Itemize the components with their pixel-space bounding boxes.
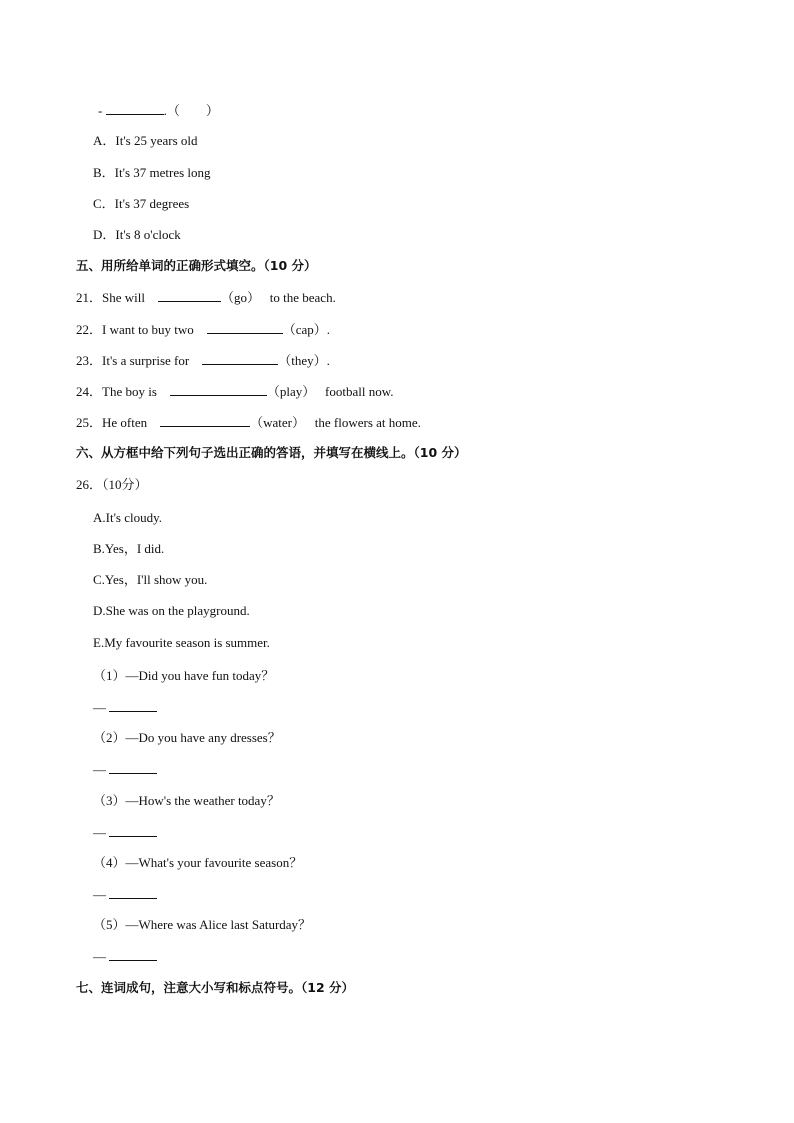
fill-question-22 xyxy=(76,321,330,338)
answer-blank[interactable] xyxy=(109,948,157,961)
dash: — xyxy=(93,825,106,840)
question-number: 24． xyxy=(76,384,103,399)
question-number: 22． xyxy=(76,322,103,337)
choice-d: D.She was on the playground. xyxy=(93,603,250,618)
dialog-answer-3 xyxy=(93,824,157,841)
dialog-question-3: （3）—How's the weather today？ xyxy=(93,793,280,808)
dash: — xyxy=(93,949,106,964)
question-text: . xyxy=(326,322,331,337)
option-text: It's 37 metres long xyxy=(114,165,211,180)
option-c[interactable] xyxy=(93,196,189,212)
section-7-heading: 七、连词成句，注意大小写和标点符号。（12 分） xyxy=(76,980,354,995)
dialog-question-5: （5）—Where was Alice last Saturday？ xyxy=(93,917,312,932)
answer-blank[interactable] xyxy=(109,824,157,837)
section-6-heading: 六、从方框中给下列句子选出正确的答语，并填写在横线上。（10 分） xyxy=(76,445,467,460)
choice-b: B.Yes，I did. xyxy=(93,541,165,556)
question-text: football now. xyxy=(325,384,394,399)
dialog-answer-4 xyxy=(93,886,157,903)
dash-prefix: - xyxy=(98,103,106,118)
question-text: the flowers at home. xyxy=(314,415,421,430)
option-text: It's 8 o'clock xyxy=(115,227,181,242)
question-text: . xyxy=(326,353,330,368)
option-key: D． xyxy=(93,227,116,242)
option-text: It's 25 years old xyxy=(115,133,198,148)
option-key: C． xyxy=(93,196,115,211)
fill-question-25 xyxy=(76,414,421,431)
question-text: I want to buy two xyxy=(102,322,194,337)
answer-blank[interactable] xyxy=(158,289,221,302)
answer-blank[interactable] xyxy=(109,761,157,774)
dialog-question-1: （1）—Did you have fun today？ xyxy=(93,668,275,683)
question-number: 21． xyxy=(76,290,103,305)
option-key: A． xyxy=(93,133,116,148)
dialog-answer-5 xyxy=(93,948,157,965)
given-word: （cap） xyxy=(282,322,327,337)
question-number: 23． xyxy=(76,353,103,368)
question-text: He often xyxy=(102,415,148,430)
option-text: It's 37 degrees xyxy=(114,196,190,211)
dash: — xyxy=(93,700,106,715)
dialog-question-4: （4）—What's your favourite season？ xyxy=(93,855,303,870)
question-text: It's a surprise for xyxy=(102,353,190,368)
fill-question-23 xyxy=(76,352,330,369)
dialog-answer-1 xyxy=(93,699,157,716)
dialog-answer-2 xyxy=(93,761,157,778)
option-key: B． xyxy=(93,165,115,180)
given-word: （play） xyxy=(266,384,316,399)
answer-blank[interactable] xyxy=(109,699,157,712)
given-word: （they） xyxy=(278,353,327,368)
question-26-head: 26．（10分） xyxy=(76,477,148,492)
answer-blank[interactable] xyxy=(106,102,164,115)
option-a[interactable] xyxy=(93,133,198,149)
choice-e: E.My favourite season is summer. xyxy=(93,635,270,650)
option-b[interactable] xyxy=(93,165,211,181)
fill-question-24 xyxy=(76,383,394,400)
answer-blank[interactable] xyxy=(202,352,278,365)
paren-suffix: .（ ） xyxy=(163,103,219,118)
answer-blank[interactable] xyxy=(160,414,250,427)
answer-blank[interactable] xyxy=(207,321,283,334)
question-stem xyxy=(98,102,219,119)
given-word: （water） xyxy=(250,415,306,430)
given-word: （go） xyxy=(221,290,261,305)
choice-c: C.Yes，I'll show you. xyxy=(93,572,208,587)
section-5-heading: 五、用所给单词的正确形式填空。（10 分） xyxy=(76,258,317,273)
answer-blank[interactable] xyxy=(170,383,267,396)
question-number: 25． xyxy=(76,415,103,430)
answer-blank[interactable] xyxy=(109,886,157,899)
dialog-question-2: （2）—Do you have any dresses？ xyxy=(93,730,281,745)
question-text: to the beach. xyxy=(269,290,336,305)
question-text: The boy is xyxy=(102,384,157,399)
option-d[interactable] xyxy=(93,227,181,243)
choice-a: A.It's cloudy. xyxy=(93,510,163,525)
dash: — xyxy=(93,762,106,777)
fill-question-21 xyxy=(76,289,336,306)
question-text: She will xyxy=(102,290,145,305)
dash: — xyxy=(93,887,106,902)
